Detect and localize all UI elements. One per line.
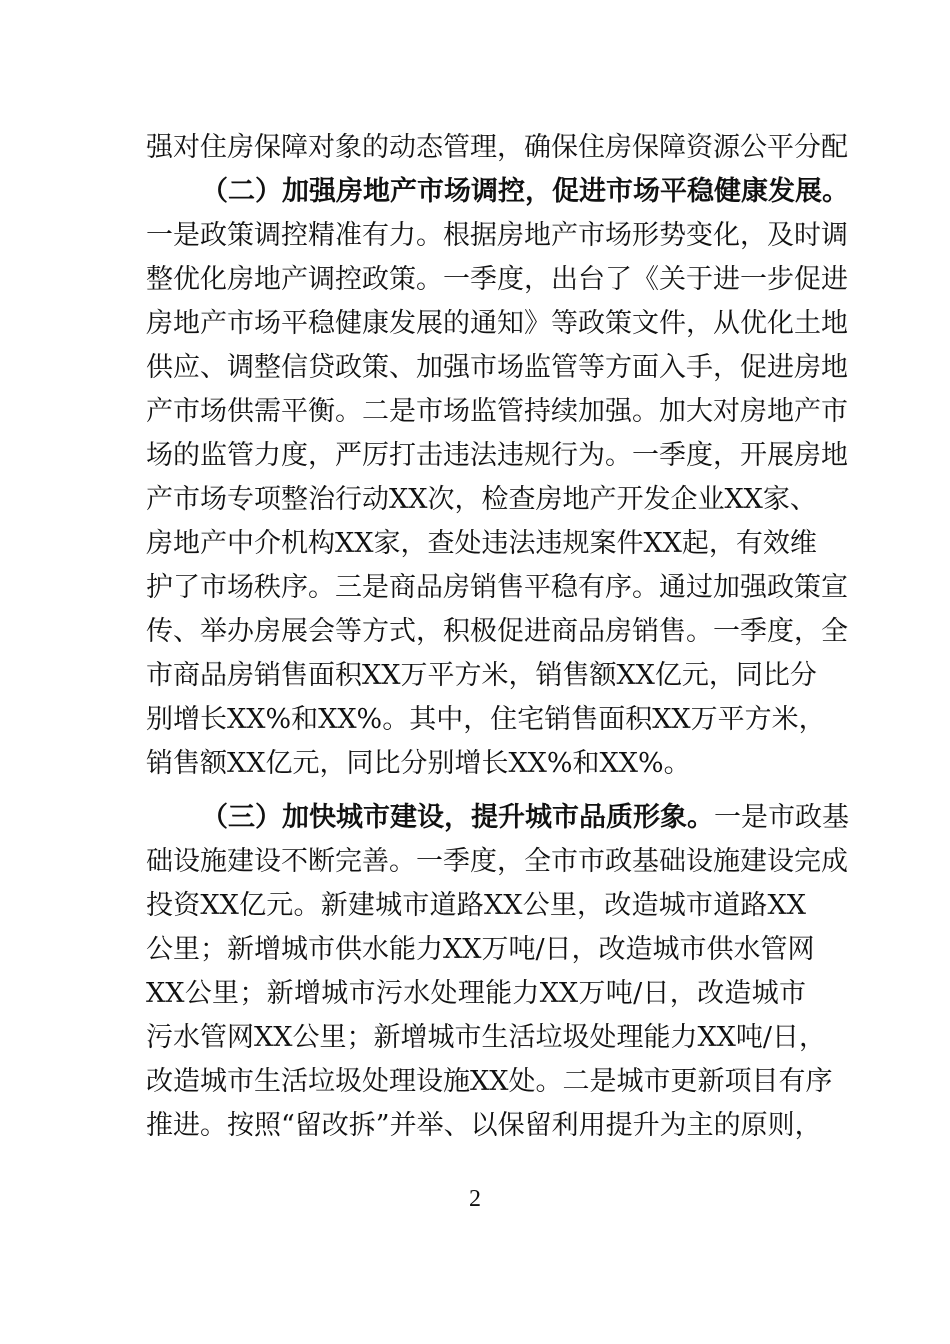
section-heading-3: （三）加快城市建设，提升城市品质形象。	[201, 802, 714, 833]
text-line: 传、举办房展会等方式，积极促进商品房销售。一季度，全	[146, 616, 848, 647]
text-line: 公里；新增城市供水能力XX万吨/日，改造城市供水管网	[146, 934, 815, 965]
text-line: 供应、调整信贷政策、加强市场监管等方面入手，促进房地	[146, 352, 848, 383]
text-line: 房地产中介机构XX家，查处违法违规案件XX起，有效维	[146, 528, 817, 559]
text-line: 础设施建设不断完善。一季度，全市市政基础设施建设完成	[146, 846, 848, 877]
text-line: 市商品房销售面积XX万平方米，销售额XX亿元，同比分	[146, 660, 817, 691]
text-line: 护了市场秩序。三是商品房销售平稳有序。通过加强政策宣	[146, 572, 848, 603]
text-line: 房地产市场平稳健康发展的通知》等政策文件，从优化土地	[146, 308, 848, 339]
text-line: XX公里；新增城市污水处理能力XX万吨/日，改造城市	[146, 978, 806, 1009]
section-heading-3-line	[201, 796, 849, 840]
text-line: 污水管网XX公里；新增城市生活垃圾处理能力XX吨/日，	[146, 1022, 826, 1053]
section-heading-2: （二）加强房地产市场调控，促进市场平稳健康发展。	[201, 176, 849, 207]
text-line: 一是政策调控精准有力。根据房地产市场形势变化，及时调	[146, 220, 848, 251]
text-line: 场的监管力度，严厉打击违法违规行为。一季度，开展房地	[146, 440, 848, 471]
text-run: 一是市政基	[714, 802, 849, 833]
text-line: 产市场供需平衡。二是市场监管持续加强。加大对房地产市	[146, 396, 848, 427]
text-line: 强对住房保障对象的动态管理，确保住房保障资源公平分配	[146, 132, 848, 163]
text-line: 产市场专项整治行动XX次，检查房地产开发企业XX家、	[146, 484, 817, 515]
text-line: 改造城市生活垃圾处理设施XX处。二是城市更新项目有序	[146, 1066, 833, 1097]
page-number: 2	[469, 1186, 481, 1212]
text-line: 整优化房地产调控政策。一季度，出台了《关于进一步促进	[146, 264, 848, 295]
text-line: 销售额XX亿元，同比分别增长XX%和XX%。	[146, 748, 691, 779]
text-line: 别增长XX%和XX%。其中，住宅销售面积XX万平方米，	[146, 704, 826, 735]
text-line: 推进。按照“留改拆”并举、以保留利用提升为主的原则，	[146, 1110, 822, 1141]
text-line: 投资XX亿元。新建城市道路XX公里，改造城市道路XX	[146, 890, 806, 921]
